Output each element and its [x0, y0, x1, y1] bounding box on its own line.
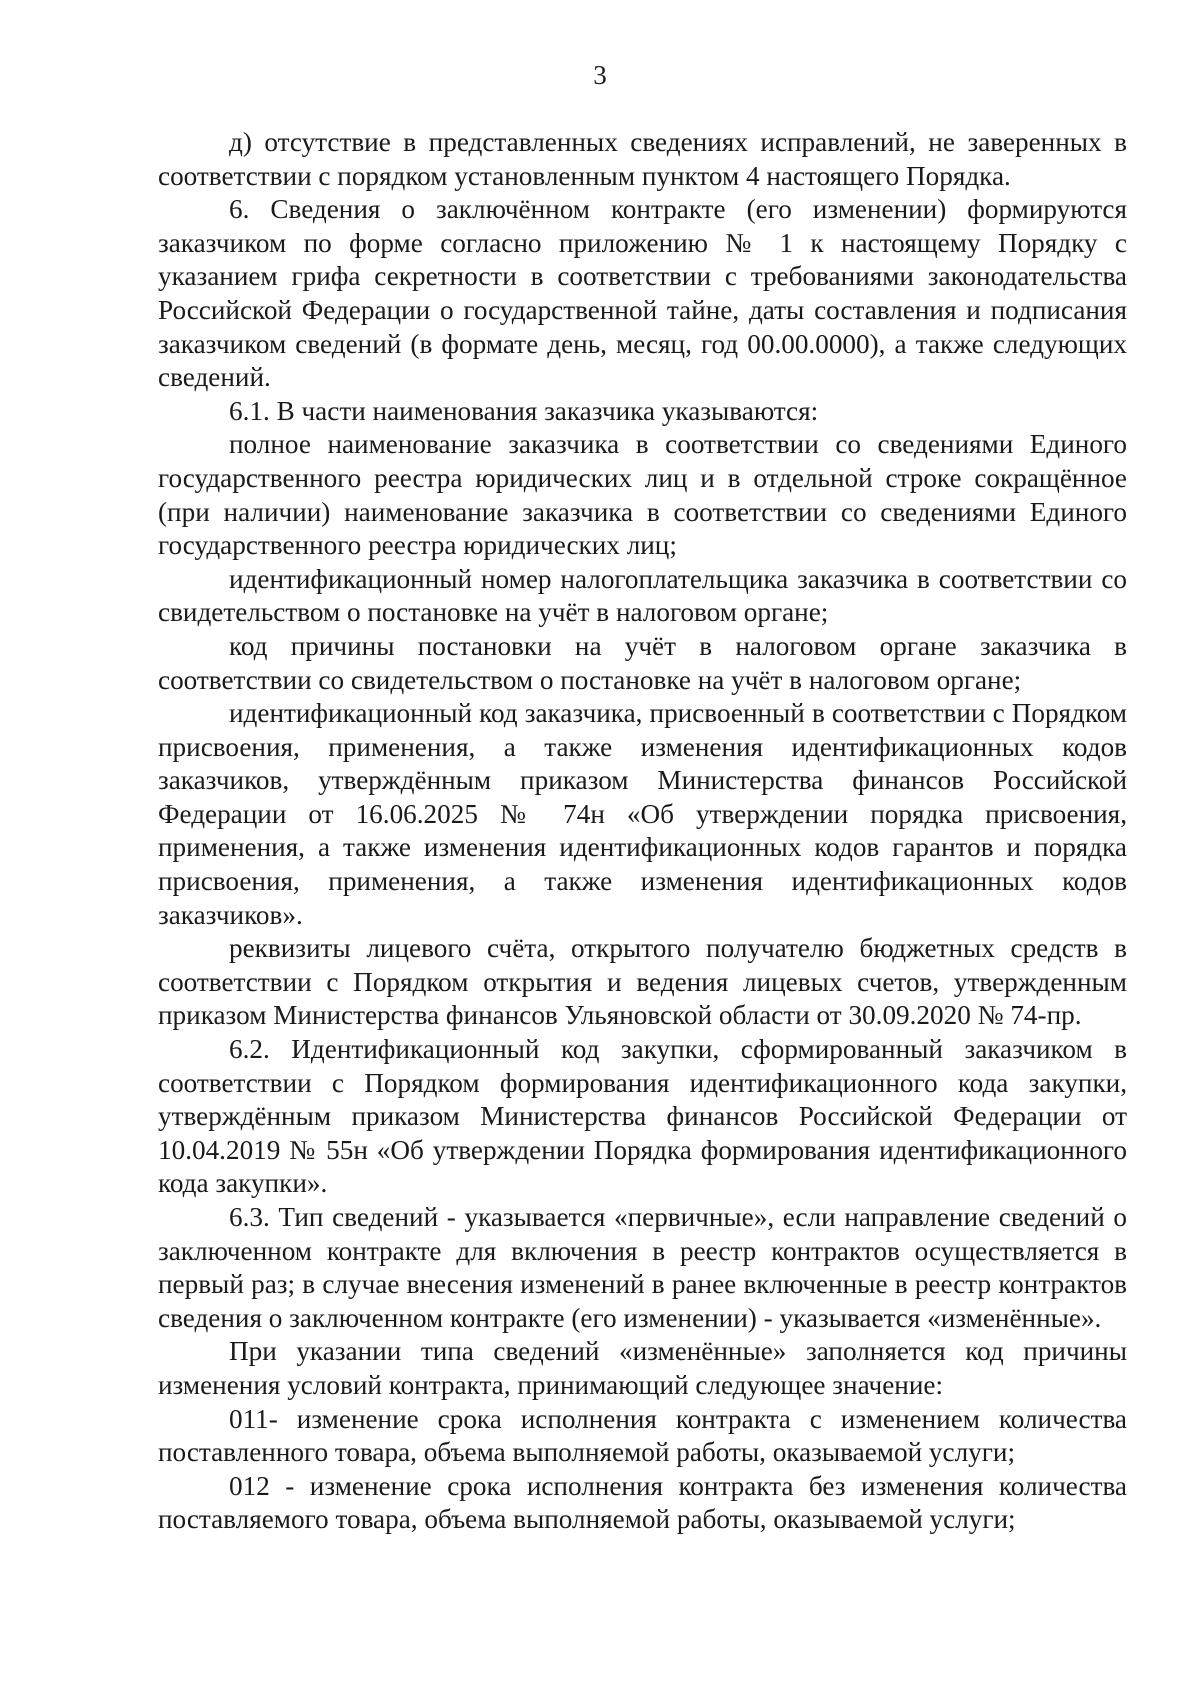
paragraph-6-contract-info: 6. Сведения о заключённом контракте (его изменении) формируются заказчиком по форме согласно приложению № 1 к настоящему Порядку с указанием грифа секретности в соответствии с требованиями законодательства Российской Федерации о государственной тайне, даты составления и подписания заказчиком сведений (в формате день, месяц, год 00.00.0000), а также следующих сведений. — [158, 194, 1127, 393]
paragraph-6-3-info-type: 6.3. Тип сведений - указывается «первичные», если направление сведений о заключенном контракте для включения в реестр контрактов осуществляется в первый раз; в случае внесения изменений в ранее включенные в реестр контрактов сведения о заключенном контракте (его изменении) - указывается «изменённые». — [158, 1202, 1127, 1333]
paragraph-code-012: 012 - изменение срока исполнения контракта без изменения количества поставляемого товара, объема выполняемой работы, оказываемой услуги; — [158, 1470, 1127, 1535]
paragraph-account-details: реквизиты лицевого счёта, открытого получателю бюджетных средств в соответствии с Порядком открытия и ведения лицевых счетов, утвержденным приказом Министерства финансов Ульяновской области от 30.09.2020 № 74-пр. — [158, 933, 1127, 1031]
paragraph-full-name: полное наименование заказчика в соответствии со сведениями Единого государственного реестра юридических лиц и в отдельной строке сокращённое (при наличии) наименование заказчика в соответствии со сведениями Единого государственного реестра юридических лиц; — [158, 429, 1127, 561]
paragraph-customer-id-code: идентификационный код заказчика, присвоенный в соответствии с Порядком присвоения, применения, а также изменения идентификационных кодов заказчиков, утверждённым приказом Министерства финансов Российской Федерации от 16.06.2025 № 74н «Об утверждении порядка присвоения, применения, а также изменения идентификационных кодов гарантов и порядка присвоения, применения, а также изменения идентификационных кодов заказчиков». — [158, 698, 1127, 930]
paragraph-6-2-purchase-code: 6.2. Идентификационный код закупки, сформированный заказчиком в соответствии с Порядком формирования идентификационного кода закупки, утверждённым приказом Министерства финансов Российской Федерации от 10.04.2019 № 55н «Об утверждении Порядка формирования идентификационного кода закупки». — [158, 1034, 1127, 1199]
paragraph-d-no-corrections: д) отсутствие в представленных сведениях исправлений, не заверенных в соответствии с порядком установленным пунктом 4 настоящего Порядка. — [158, 127, 1127, 191]
paragraph-change-reason: При указании типа сведений «изменённые» заполняется код причины изменения условий контракта, принимающий следующее значение: — [158, 1336, 1127, 1400]
paragraph-6-1-customer-name: 6.1. В части наименования заказчика указываются: — [229, 395, 819, 426]
paragraph-inn: идентификационный номер налогоплательщика заказчика в соответствии со свидетельством о постановке на учёт в налоговом органе; — [158, 563, 1127, 628]
paragraph-kpp: код причины постановки на учёт в налоговом органе заказчика в соответствии со свидетельством о постановке на учёт в налоговом органе; — [158, 630, 1127, 695]
paragraph-code-011: 011- изменение срока исполнения контракта с изменением количества поставленного товара, объема выполняемой работы, оказываемой услуги; — [158, 1403, 1127, 1468]
page-number: 3 — [593, 60, 607, 90]
